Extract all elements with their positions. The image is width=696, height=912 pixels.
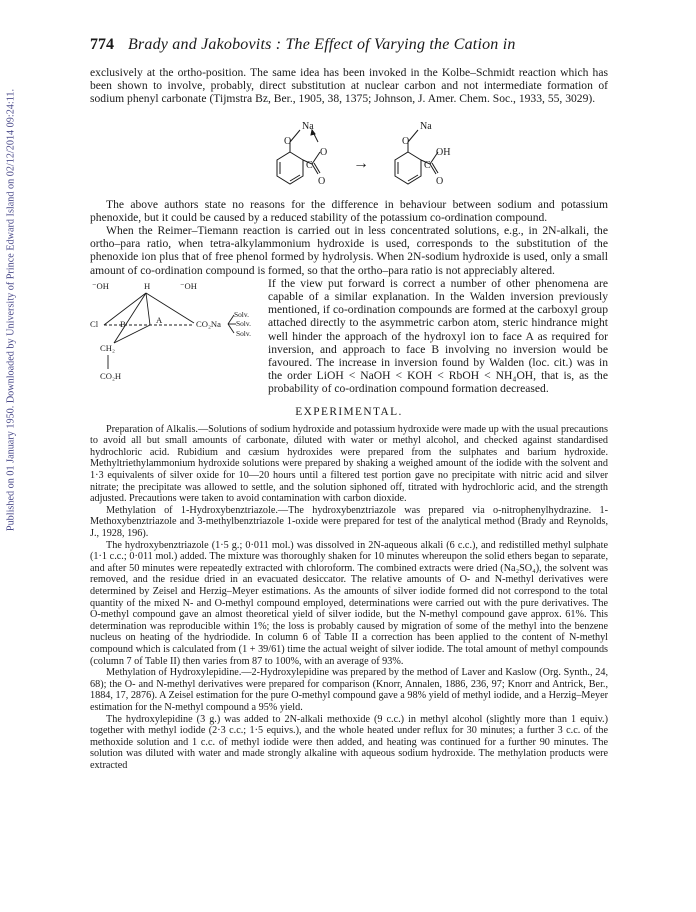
- walden-block: [90, 277, 608, 396]
- reaction-diagram: [90, 108, 608, 196]
- reaction-scheme: [90, 108, 608, 196]
- paragraph-1: exclusively at the ortho-position. The same idea has been invoked in the Kolbe–Schmidt reaction which has been shown to involve, probably, direct substitution at nuclear carbon and not intermediate formation of sodium phenyl carbonate (Tijmstra Bz, Ber., 1905, 38, 1375; Johnson, J. Amer. Chem. Soc., 1933, 55, 3029).: [90, 66, 608, 106]
- running-title: Brady and Jakobovits : The Effect of Varying the Cation in: [128, 36, 516, 53]
- experimental-section: [90, 424, 608, 772]
- label-h: H: [144, 280, 151, 291]
- label-o2-right: O: [436, 175, 444, 187]
- page-body: [90, 36, 608, 771]
- label-solv-3: Solv.: [236, 328, 251, 338]
- experimental-paragraph-4: Methylation of Hydroxylepidine.—2-Hydroxylepidine was prepared by the method of Laver and Kaslow (Org. Synth., 24, 68); the O- and N-methyl derivatives were prepared for comparison (Knorr, Annalen, 1886, 236, 97; Knorr and Antrick, Ber., 1884, 17, 2876). A Zeisel estimation for the pure O-methyl compound gave a 98% yield of methyl iodide, and a Herzig–Meyer estimation for the N-methyl compound a 95% yield.: [90, 667, 608, 713]
- label-co2na: CO₂Na: [196, 318, 221, 329]
- label-face-a: A: [156, 314, 163, 325]
- benzene-ring-left: [277, 152, 303, 184]
- experimental-paragraph-2: Methylation of 1-Hydroxybenztriazole.—The hydroxybenztriazole was prepared via o-nitrophenylhydrazine. 1-Methoxybenztriazole and 3-methylbenztriazole 1-oxide were prepared for test of the analytical method (Brady and Reynolds, J., 1928, 196).: [90, 504, 608, 539]
- label-o-right: O: [402, 135, 410, 147]
- walden-diagram: [90, 279, 260, 383]
- label-o1-left: O: [320, 146, 328, 158]
- reaction-arrow: →: [353, 154, 369, 172]
- section-heading: EXPERIMENTAL.: [295, 405, 403, 418]
- sidebar-citation-text: Published on 01 January 1950. Downloaded by University of Prince Edward Island on 02/12/2014 09:24:11.: [5, 88, 17, 532]
- walden-scheme: [90, 279, 260, 383]
- label-c-right: C: [424, 159, 431, 171]
- label-na-left: Na: [302, 120, 314, 132]
- page-number: 774: [90, 36, 114, 53]
- label-co2h: CO₂H: [100, 370, 122, 381]
- label-solv-1: Solv.: [234, 309, 249, 319]
- paragraph-3: When the Reimer–Tiemann reaction is carried out in less concentrated solutions, e.g., in 2N-alkali, the ortho–para ratio, when tetra-alkylammonium hydroxide is used, corresponds to the substitution of the phenoxide ion plus that of free phenol formed by hydrolysis. When 2N-sodium hydroxide is used, only a small amount of co-ordination compound is formed, so that the ortho–para ratio is not appreciably altered.: [90, 224, 608, 277]
- benzene-ring-right: [395, 152, 421, 184]
- label-c-left: C: [306, 159, 313, 171]
- label-oh-right: OH: [436, 146, 451, 158]
- paragraph-2: The above authors state no reasons for the difference in behaviour between sodium and potassium phenoxide, but it could be caused by a reduced stability of the potassium co-ordination compound.: [90, 197, 608, 224]
- label-face-b: B: [120, 318, 126, 329]
- label-na-right: Na: [420, 120, 432, 132]
- label-o2-left: O: [318, 175, 326, 187]
- label-oh-left: ⁻OH: [92, 280, 109, 291]
- experimental-paragraph-3: The hydroxybenztriazole (1·5 g.; 0·011 mol.) was dissolved in 2N-aqueous alkali (6 c.c.), and redistilled methyl sulphate (1·1 c.c.; 0·011 mol.) added. The mixture was thoroughly shaken for 10 minutes whereupon the solid ethers began to separate, and after 50 minutes were repeatedly extracted with chloroform. The combined extracts were dried (Na₂SO₄), the solvent was removed, and the residue dried in an evacuated desiccator. The relative amounts of O- and N-methyl derivatives were determined by Zeisel and Herzig–Meyer estimations. As the amounts of silver iodide formed did not correspond to the total quantity of the mixed N- and O-methyl compound employed, determinations were carried out with the pure derivatives. The O-methyl compound gave an almost theoretical yield of silver iodide, but the N-methyl compound gave approx. 61%. This determination was reproducible within 1%; the loss is probably caused by migration of some of the methyl into the benzene nucleus on heating of the hydriodide. In column 6 of Table II a correction has been applied to the content of N-methyl compound which is calculated from (1 + 39/61) time the actual weight of silver iodide. The total amount of methyl compounds (column 7 of Table II) then varies from 87 to 100%, with an average of 93%.: [90, 539, 608, 667]
- walden-bonds: [104, 293, 236, 369]
- paragraph-4: If the view put forward is correct a number of other phenomena are capable of a similar explanation. In the Walden inversion previously mentioned, if co-ordination compounds are formed at the carboxyl group attached directly to the asymmetric carbon atom, steric hindrance might well hinder the approach of the hydroxyl ion to face A as required for inversion, and approach to face B involving no inversion would be favoured. The increase in inversion found by Walden (loc. cit.) was in the order LiOH < NaOH < KOH < RbOH < NH₄OH, that is, as the probability of co-ordination compound formation decreased.: [268, 276, 608, 396]
- label-oh-right: ⁻OH: [180, 280, 197, 291]
- experimental-paragraph-1: Preparation of Alkalis.—Solutions of sodium hydroxide and potassium hydroxide were made up with the usual precautions to avoid all but small amounts of carbonate, diluted with water or methyl alcohol, and checked against standardised hydrochloric acid. Rubidium and cæsium hydroxides were prepared from the sulphates and barium hydroxide. Methyltriethylammonium hydroxide solutions were prepared by shaking a weighed amount of the iodide with the solvent and 1·3 equivalents of silver oxide for 10—20 hours until a filtered test portion gave no precipitate with nitric acid and silver nitrate; the precipitate was allowed to settle, and the solution siphoned off, titrated with hydrochloric acid, and the strength adjusted. Precautions were taken to avoid contamination with carbon dioxide.: [90, 423, 608, 505]
- experimental-paragraph-5: The hydroxylepidine (3 g.) was added to 2N-alkali methoxide (9 c.c.) in methyl alcohol (slightly more than 1 equiv.) together with methyl iodide (2·3 c.c.; 1·5 equivs.), and the whole heated under reflux for 30 minutes; a further 3 c.c. of the methoxide solution and 1 c.c. of methyl iodide were then added, and heating was continued for a further 90 minutes. The solution was diluted with water and made strongly alkaline with aqueous sodium hydroxide. The methylation products were extracted: [90, 713, 608, 771]
- label-o-left: O: [284, 135, 292, 147]
- label-ch2: CH₂: [100, 342, 115, 353]
- label-cl: Cl: [90, 318, 99, 329]
- label-solv-2: Solv.: [236, 318, 251, 328]
- running-header: [90, 36, 608, 58]
- sidebar-citation: [0, 20, 23, 600]
